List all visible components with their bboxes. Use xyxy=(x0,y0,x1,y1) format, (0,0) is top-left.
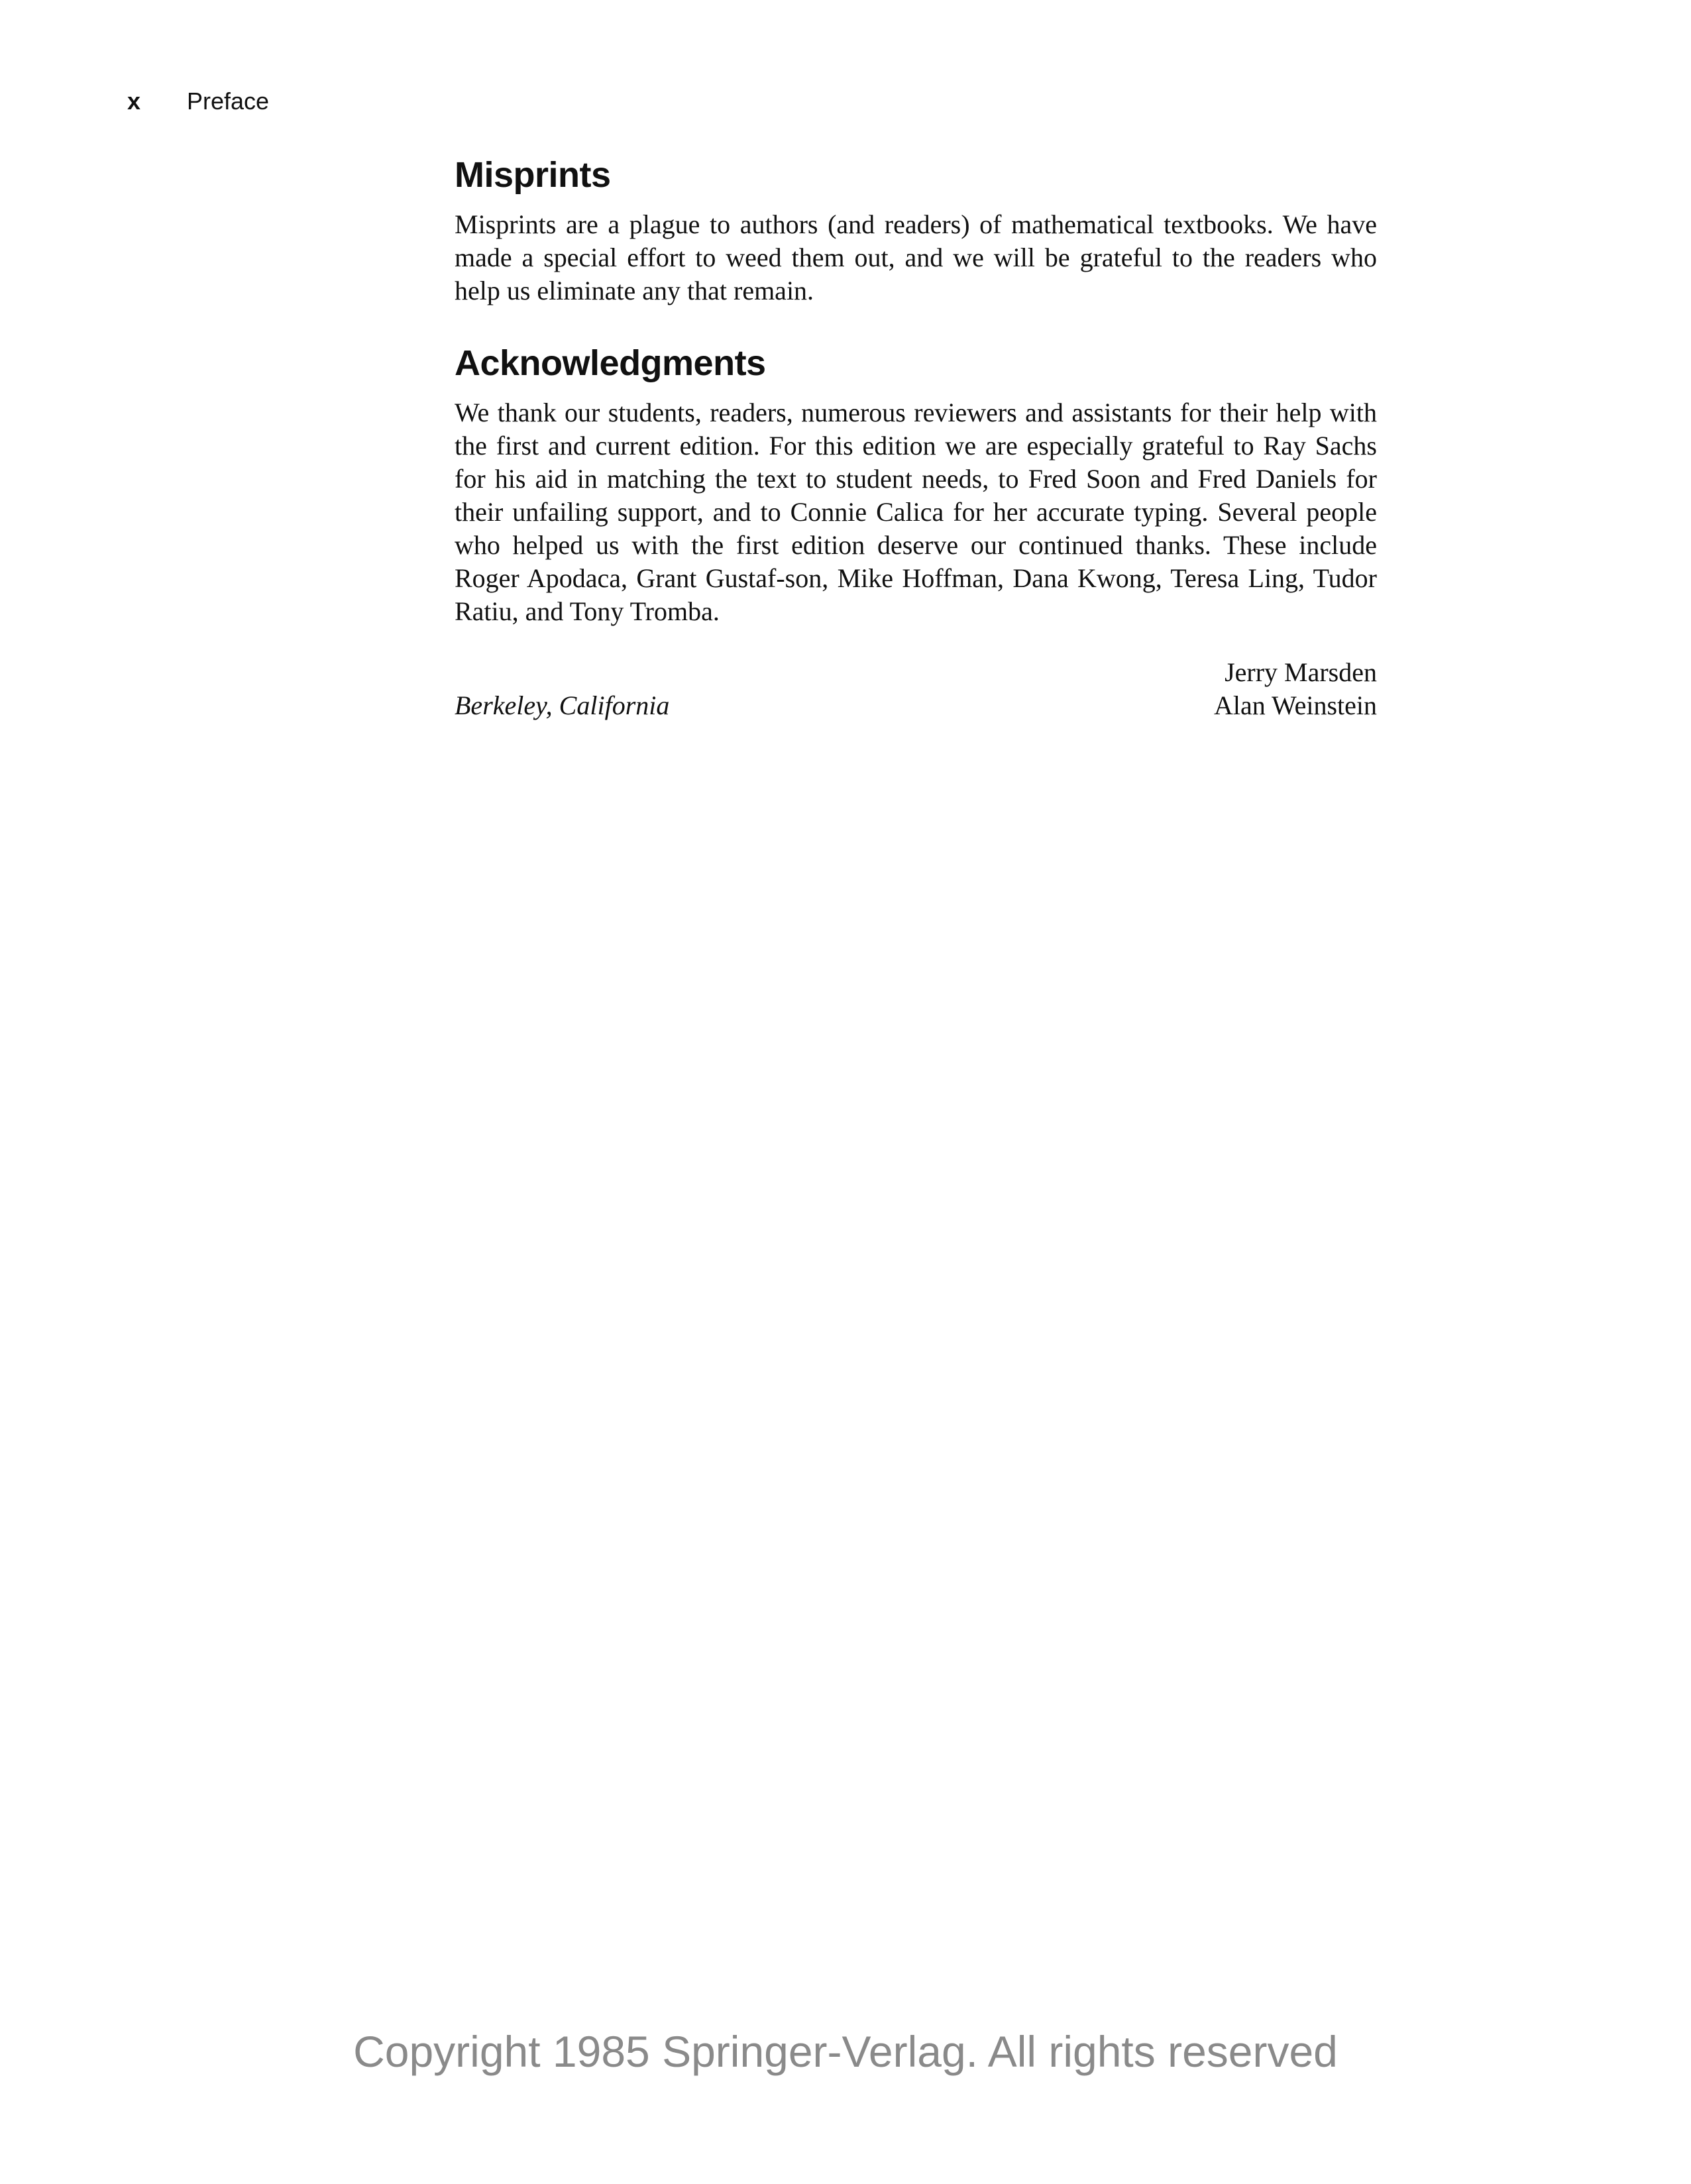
signature-block xyxy=(455,656,1377,729)
copyright-notice: Copyright 1985 Springer-Verlag. All rights reserved xyxy=(353,2027,1338,2076)
page-number: x xyxy=(127,87,141,115)
misprints-paragraph: Misprints are a plague to authors (and readers) of mathematical textbooks. We have made a special effort to weed them out, and we will be grateful to the readers who help us eliminate any that remain. xyxy=(455,209,1377,305)
author-name: Alan Weinstein xyxy=(1214,690,1377,720)
page-content xyxy=(455,147,1377,729)
running-head-title: Preface xyxy=(187,87,270,115)
misprints-heading: Misprints xyxy=(455,155,611,195)
acknowledgments-section xyxy=(455,335,1377,628)
signature-place: Berkeley, California xyxy=(455,690,670,720)
running-head xyxy=(127,87,269,115)
author-name: Jerry Marsden xyxy=(1225,657,1377,687)
signature-authors xyxy=(1214,656,1377,722)
acknowledgments-paragraph: We thank our students, readers, numerous reviewers and assistants for their help with the first and current edition. For this edition we are especially grateful to Ray Sachs for his aid in matching the text to student needs, to Fred Soon and Fred Daniels for their unfailing support, and to Connie Calica for her accurate typing. Several people who helped us with the first edition deserve our continued thanks. These include Roger Apodaca, Grant Gustaf-son, Mike Hoffman, Dana Kwong, Teresa Ling, Tudor Ratiu, and Tony Tromba. xyxy=(455,398,1377,626)
acknowledgments-heading: Acknowledgments xyxy=(455,343,766,383)
misprints-section xyxy=(455,147,1377,307)
